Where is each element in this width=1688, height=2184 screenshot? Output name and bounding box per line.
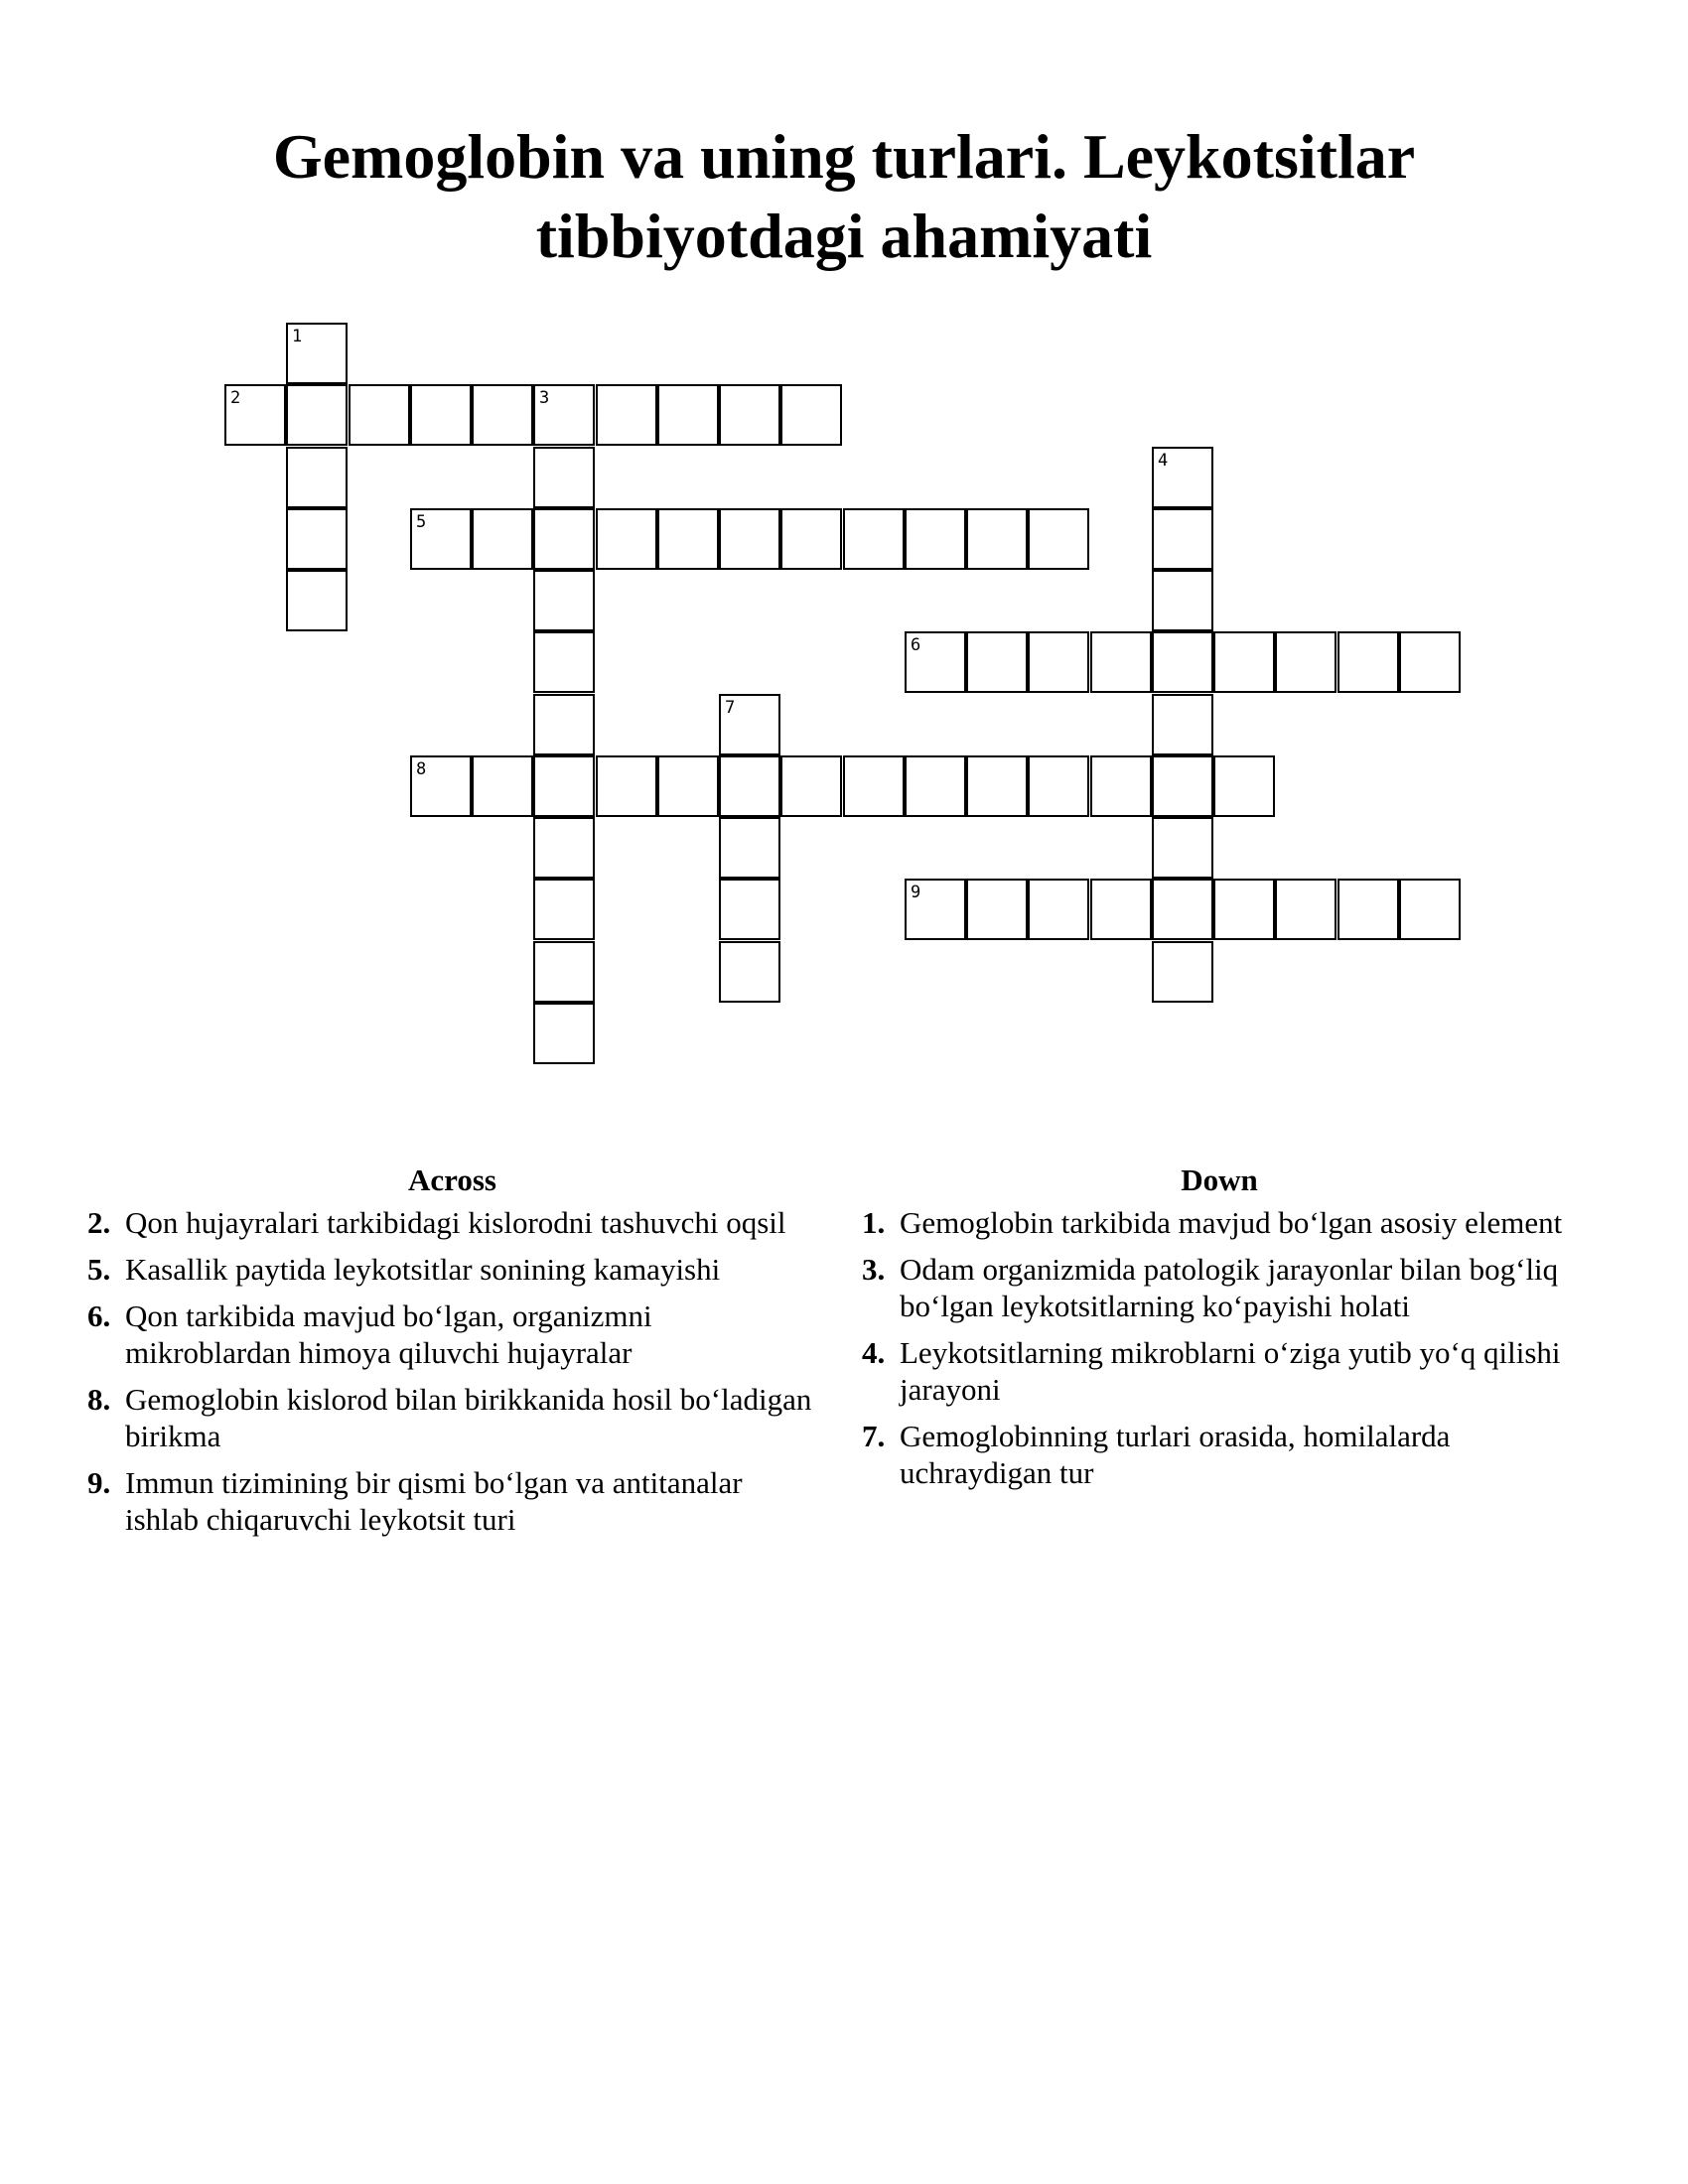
grid-cell[interactable] xyxy=(533,817,595,879)
grid-cell[interactable] xyxy=(596,384,657,446)
across-heading: Across xyxy=(408,1162,496,1197)
clue-number: 9. xyxy=(87,1465,111,1500)
grid-cell[interactable] xyxy=(719,384,780,446)
grid-cell[interactable] xyxy=(410,384,472,446)
grid-cell[interactable] xyxy=(1152,755,1213,817)
grid-cell[interactable] xyxy=(410,755,472,817)
grid-cell[interactable] xyxy=(533,941,595,1003)
grid-cell[interactable] xyxy=(905,879,966,940)
grid-cell[interactable] xyxy=(410,508,472,570)
clue-number: 1. xyxy=(862,1205,886,1240)
grid-cell[interactable] xyxy=(1028,879,1089,940)
across-clue xyxy=(87,1251,817,1288)
grid-cell[interactable] xyxy=(286,447,348,508)
grid-cell[interactable] xyxy=(533,694,595,755)
down-clue xyxy=(862,1204,1577,1241)
cell-number: 5 xyxy=(416,512,427,532)
grid-cell[interactable] xyxy=(533,879,595,940)
grid-cell[interactable] xyxy=(843,755,905,817)
grid-cell[interactable] xyxy=(1028,631,1089,693)
across-clue xyxy=(87,1464,817,1538)
grid-cell[interactable] xyxy=(1152,694,1213,755)
grid-cell[interactable] xyxy=(1399,631,1461,693)
grid-cell[interactable] xyxy=(286,323,348,384)
grid-cell[interactable] xyxy=(286,570,348,631)
grid-cell[interactable] xyxy=(533,384,595,446)
clue-text: Immun tizimining bir qismi bo‘lgan va antitanalar ishlab chiqaruvchi leykotsit turi xyxy=(125,1465,743,1537)
grid-cell[interactable] xyxy=(1275,631,1336,693)
grid-cell[interactable] xyxy=(533,447,595,508)
clue-text: Gemoglobin tarkibida mavjud bo‘lgan asosiy element xyxy=(900,1205,1563,1240)
grid-cell[interactable] xyxy=(719,508,780,570)
grid-cell[interactable] xyxy=(1337,631,1399,693)
grid-cell[interactable] xyxy=(1152,508,1213,570)
cell-number: 7 xyxy=(725,698,736,718)
down-clue xyxy=(862,1334,1577,1408)
grid-cell[interactable] xyxy=(1152,631,1213,693)
clue-number: 4. xyxy=(862,1335,886,1370)
grid-cell[interactable] xyxy=(780,755,842,817)
grid-cell[interactable] xyxy=(1090,631,1152,693)
grid-cell[interactable] xyxy=(1152,817,1213,879)
grid-cell[interactable] xyxy=(905,755,966,817)
cell-number: 2 xyxy=(230,388,241,408)
clue-text: Gemoglobinning turlari orasida, homilalarda uchraydigan tur xyxy=(900,1419,1451,1490)
clue-number: 5. xyxy=(87,1252,111,1287)
grid-cell[interactable] xyxy=(905,631,966,693)
grid-cell[interactable] xyxy=(719,941,780,1003)
grid-cell[interactable] xyxy=(657,755,719,817)
title-line-2: tibbiyotdagi ahamiyati xyxy=(535,201,1153,271)
grid-cell[interactable] xyxy=(286,508,348,570)
grid-cell[interactable] xyxy=(1275,879,1336,940)
grid-cell[interactable] xyxy=(1213,631,1275,693)
cell-number: 9 xyxy=(911,883,921,902)
grid-cell[interactable] xyxy=(533,508,595,570)
grid-cell[interactable] xyxy=(472,508,533,570)
down-clues xyxy=(862,1161,1577,1501)
clue-number: 7. xyxy=(862,1419,886,1453)
down-clue xyxy=(862,1251,1577,1324)
grid-cell[interactable] xyxy=(780,508,842,570)
cell-number: 4 xyxy=(1158,451,1169,471)
across-clue xyxy=(87,1297,817,1371)
grid-cell[interactable] xyxy=(286,384,348,446)
grid-cell[interactable] xyxy=(719,879,780,940)
clue-text: Qon tarkibida mavjud bo‘lgan, organizmni mikroblardan himoya qiluvchi hujayralar xyxy=(125,1298,652,1370)
grid-cell[interactable] xyxy=(843,508,905,570)
grid-cell[interactable] xyxy=(533,755,595,817)
grid-cell[interactable] xyxy=(780,384,842,446)
grid-cell[interactable] xyxy=(1337,879,1399,940)
clue-text: Kasallik paytida leykotsitlar sonining kamayishi xyxy=(125,1252,721,1287)
cell-number: 1 xyxy=(292,327,303,346)
grid-cell[interactable] xyxy=(1152,570,1213,631)
clue-text: Gemoglobin kislorod bilan birikkanida hosil bo‘ladigan birikma xyxy=(125,1382,812,1453)
clue-text: Qon hujayralari tarkibidagi kislorodni tashuvchi oqsil xyxy=(125,1205,786,1240)
grid-cell[interactable] xyxy=(224,384,286,446)
grid-cell[interactable] xyxy=(533,570,595,631)
cell-number: 6 xyxy=(911,635,921,655)
grid-cell[interactable] xyxy=(1152,879,1213,940)
grid-cell[interactable] xyxy=(1152,447,1213,508)
clue-number: 3. xyxy=(862,1252,886,1287)
grid-cell[interactable] xyxy=(533,631,595,693)
grid-cell[interactable] xyxy=(966,755,1028,817)
grid-cell[interactable] xyxy=(1028,755,1089,817)
grid-cell[interactable] xyxy=(719,694,780,755)
cell-number: 8 xyxy=(416,759,427,779)
clue-number: 2. xyxy=(87,1205,111,1240)
grid-cell[interactable] xyxy=(472,384,533,446)
down-clue xyxy=(862,1418,1577,1491)
clue-number: 6. xyxy=(87,1298,111,1333)
title-line-1: Gemoglobin va uning turlari. Leykotsitlar xyxy=(272,121,1416,192)
clue-text: Leykotsitlarning mikroblarni o‘ziga yutib yo‘q qilishi jarayoni xyxy=(900,1335,1561,1407)
cell-number: 3 xyxy=(539,388,550,408)
grid-cell[interactable] xyxy=(966,508,1028,570)
grid-cell[interactable] xyxy=(1152,941,1213,1003)
grid-cell[interactable] xyxy=(1090,755,1152,817)
clue-text: Odam organizmida patologik jarayonlar bilan bog‘liq bo‘lgan leykotsitlarning ko‘payishi holati xyxy=(900,1252,1559,1323)
grid-cell[interactable] xyxy=(1213,755,1275,817)
grid-cell[interactable] xyxy=(533,1003,595,1064)
across-clues xyxy=(87,1161,817,1548)
grid-cell[interactable] xyxy=(472,755,533,817)
down-heading: Down xyxy=(1181,1162,1258,1197)
grid-cell[interactable] xyxy=(1090,879,1152,940)
grid-cell[interactable] xyxy=(905,508,966,570)
clue-number: 8. xyxy=(87,1382,111,1417)
grid-cell[interactable] xyxy=(966,631,1028,693)
grid-cell[interactable] xyxy=(719,755,780,817)
grid-cell[interactable] xyxy=(657,508,719,570)
across-clue xyxy=(87,1381,817,1454)
grid-cell[interactable] xyxy=(596,508,657,570)
grid-cell[interactable] xyxy=(1028,508,1089,570)
grid-cell[interactable] xyxy=(719,817,780,879)
grid-cell[interactable] xyxy=(596,755,657,817)
grid-cell[interactable] xyxy=(966,879,1028,940)
grid-cell[interactable] xyxy=(349,384,410,446)
grid-cell[interactable] xyxy=(1213,879,1275,940)
grid-cell[interactable] xyxy=(1399,879,1461,940)
grid-cell[interactable] xyxy=(657,384,719,446)
across-clue xyxy=(87,1204,817,1241)
